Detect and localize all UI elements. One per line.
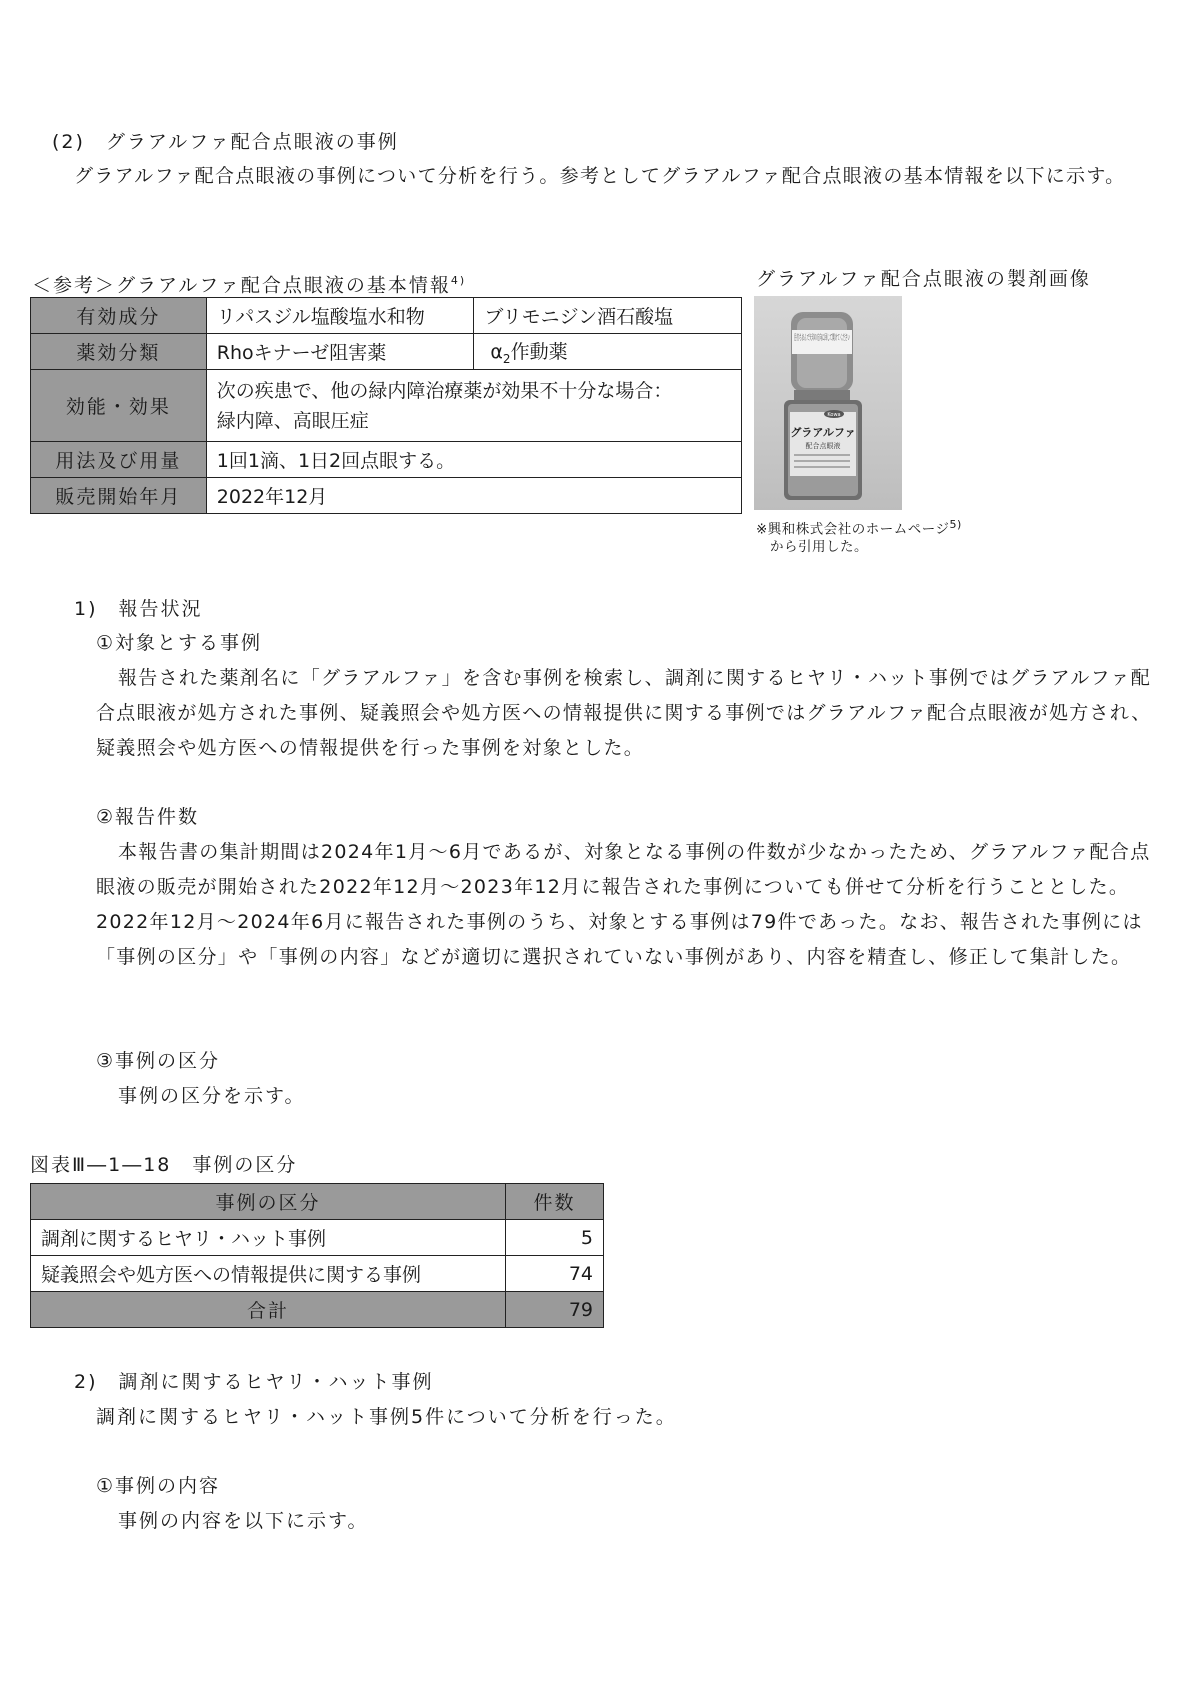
section-heading: (2) グラアルファ配合点眼液の事例 (52, 131, 399, 153)
row-label: 調剤に関するヒヤリ・ハット事例 (31, 1220, 506, 1256)
table-row (31, 1256, 604, 1292)
ingredient-2: ブリモニジン酒石酸塩 (474, 298, 742, 334)
table-row (31, 370, 742, 442)
row-count: 74 (506, 1256, 604, 1292)
product-image-title: グラアルファ配合点眼液の製剤画像 (756, 268, 1091, 290)
cap-label: 目打ちまんで矢印の方向に回して開けてください (794, 333, 970, 342)
content-text: 事例の内容を以下に示す。 (118, 1510, 369, 1532)
table-row (31, 442, 742, 478)
ingredient-label: 有効成分 (31, 298, 207, 334)
ingredient-1: リパスジル塩酸塩水和物 (206, 298, 474, 334)
dosage-value: 1回1滴、1日2回点眼する。 (206, 442, 741, 478)
image-caption-1: ※興和株式会社のホームページ$^{5)}$ (756, 518, 962, 538)
class-label: 薬効分類 (31, 334, 207, 370)
table-row (31, 478, 742, 514)
launch-value: 2022年12月 (206, 478, 741, 514)
class-1: Rhoキナーゼ阻害薬 (206, 334, 474, 370)
table-row (31, 334, 742, 370)
content-heading: ①事例の内容 (96, 1475, 221, 1497)
target-heading: ①対象とする事例 (96, 632, 263, 654)
dispensing-text: 調剤に関するヒヤリ・ハット事例5件について分析を行った。 (96, 1406, 677, 1428)
target-text: 報告された薬剤名に「グラアルファ」を含む事例を検索し、調剤に関するヒヤリ・ハット事例ではグラアルファ配合点眼液が処方された事例、疑義照会や処方医への情報提供に関する事例ではグラアルファ配合点眼液が処方され、疑義照会や処方医への情報提供を行った事例を対象とした。 (96, 667, 1152, 759)
table-row (31, 1220, 604, 1256)
class-2: $\alpha_2$作動薬 (474, 334, 742, 370)
image-caption-2: から引用した。 (770, 539, 868, 555)
table-header-row (31, 1184, 604, 1220)
bottle-sub: 配合点眼液 (805, 442, 841, 450)
effect-value: 次の疾患で、他の緑内障治療薬が効果不十分な場合： 緑内障、高眼圧症 (206, 370, 741, 442)
category-heading: ③事例の区分 (96, 1050, 221, 1072)
launch-label: 販売開始年月 (31, 478, 207, 514)
brand-logo: Kowa (827, 412, 841, 418)
effect-label: 効能・効果 (31, 370, 207, 442)
eyedrop-bottle-icon (754, 296, 970, 510)
table-caption: 図表Ⅲ―1―18 事例の区分 (30, 1154, 298, 1176)
dispensing-heading: 2) 調剤に関するヒヤリ・ハット事例 (74, 1371, 434, 1393)
col-count: 件数 (506, 1184, 604, 1220)
row-label: 疑義照会や処方医への情報提供に関する事例 (31, 1256, 506, 1292)
report-status-heading: 1) 報告状況 (74, 598, 203, 620)
section-intro: グラアルファ配合点眼液の事例について分析を行う。参考としてグラアルファ配合点眼液の基本情報を以下に示す。 (74, 165, 1126, 187)
row-count: 5 (506, 1220, 604, 1256)
table-row (31, 298, 742, 334)
count-heading: ②報告件数 (96, 806, 200, 828)
reference-title: ＜参考＞グラアルファ配合点眼液の基本情報$^{4)}$ (32, 274, 467, 297)
reference-table (30, 297, 742, 514)
total-label: 合計 (31, 1292, 506, 1328)
product-photo (754, 296, 970, 510)
case-category-table (30, 1183, 604, 1328)
col-category: 事例の区分 (31, 1184, 506, 1220)
total-count: 79 (506, 1292, 604, 1328)
dosage-label: 用法及び用量 (31, 442, 207, 478)
count-text: 本報告書の集計期間は2024年1月～6月であるが、対象となる事例の件数が少なかったため、グラアルファ配合点眼液の販売が開始された2022年12月～2023年12月に報告された事例についても併せて分析を行うこととした。2022年12月～2024年6月に報告された事例のうち、対象とする事例は79件であった。なお、報告された事例には「事例の区分」や「事例の内容」などが適切に選択されていない事例があり、内容を精査し、修正して集計した。 (96, 841, 1151, 968)
table-total-row (31, 1292, 604, 1328)
bottle-brand: グラアルファ (790, 426, 856, 439)
category-text: 事例の区分を示す。 (118, 1085, 306, 1107)
